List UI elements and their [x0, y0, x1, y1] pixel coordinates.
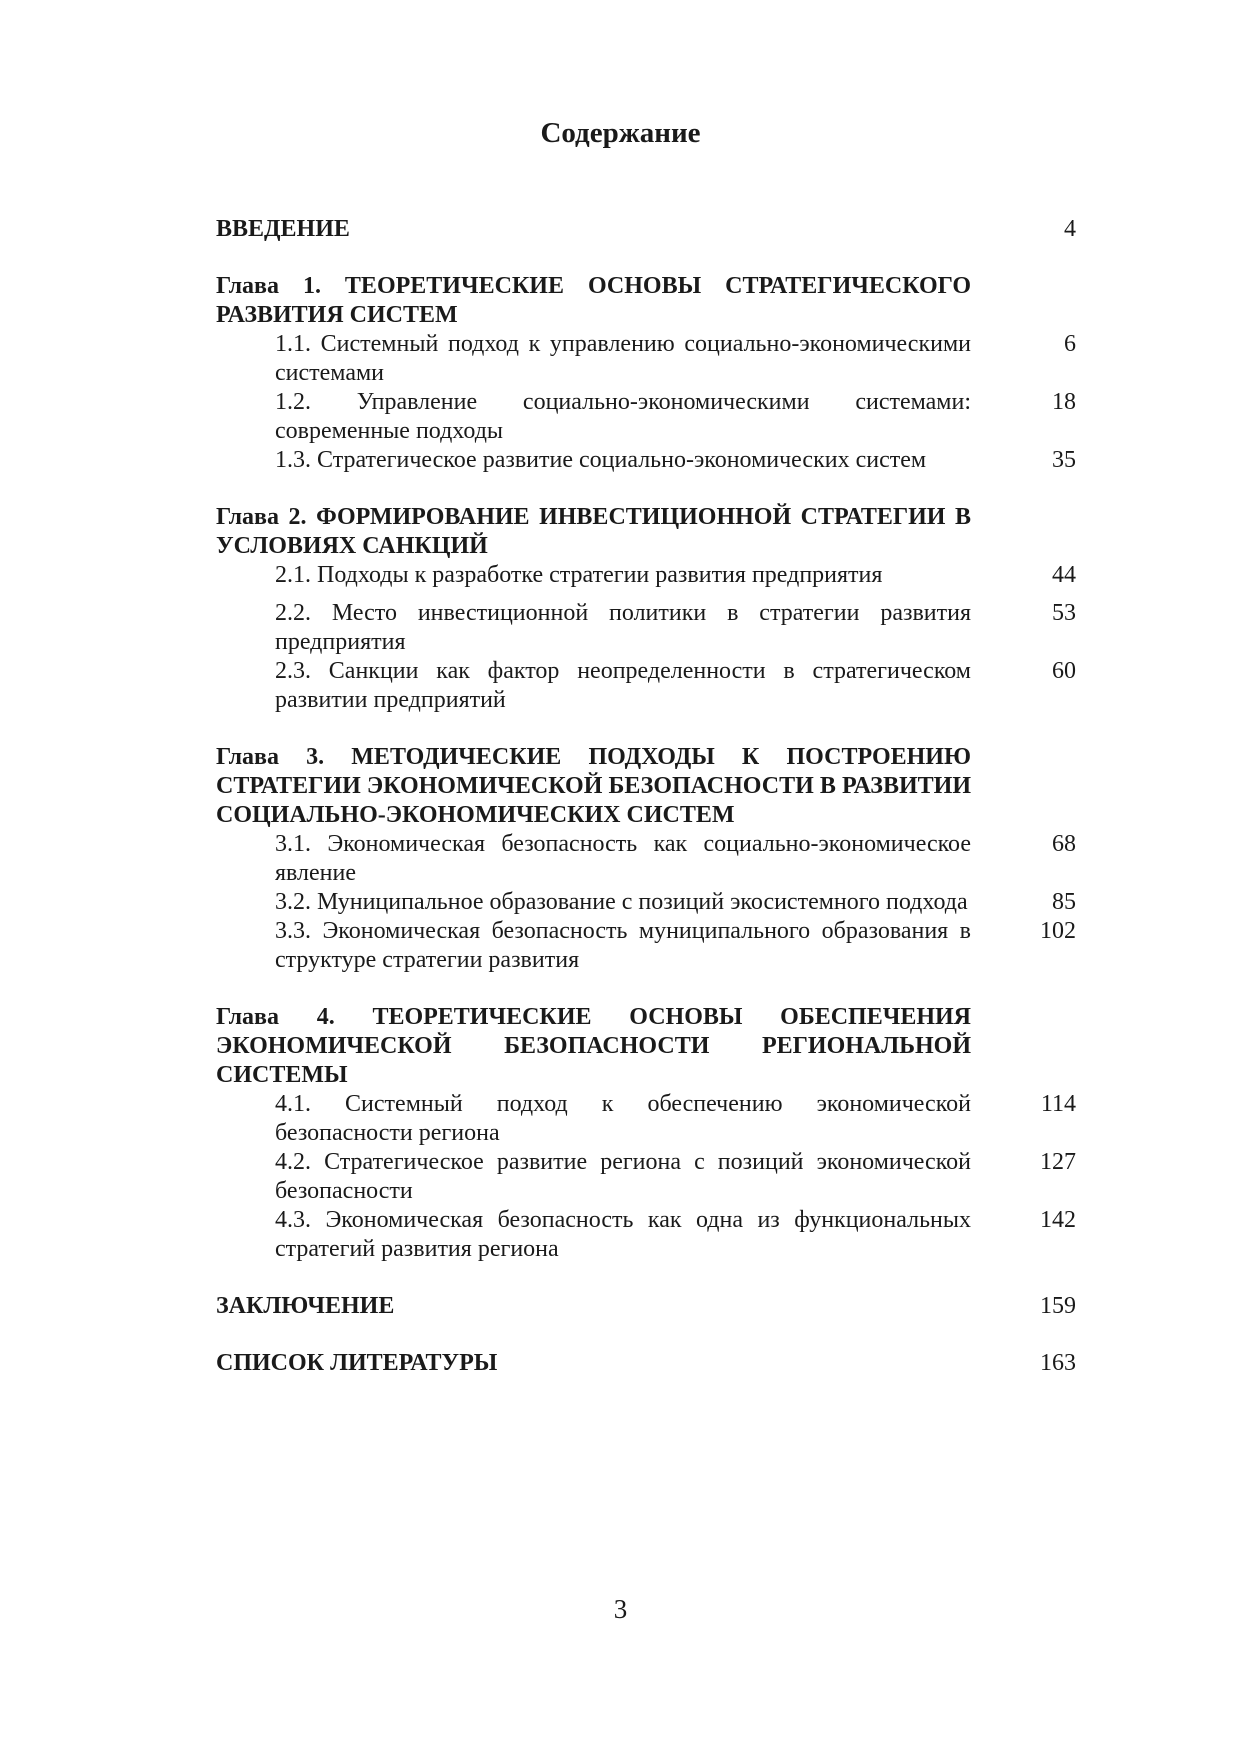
- toc-entry-page: 85: [1052, 889, 1076, 915]
- toc-entry-page: 60: [1052, 658, 1076, 684]
- toc-entry-label: 1.2. Управление социально-экономическими системами: современные подходы: [275, 389, 971, 444]
- toc-entry-label: 3.3. Экономическая безопасность муниципального образования в структуре стратегии развития: [275, 918, 971, 973]
- toc-entry[interactable]: [216, 830, 1076, 888]
- toc-entry[interactable]: [216, 561, 1076, 590]
- toc-entry-label: 4.2. Стратегическое развитие региона с позиций экономической безопасности: [275, 1149, 971, 1204]
- toc-entry[interactable]: [216, 599, 1076, 657]
- toc-entry-page: 53: [1052, 600, 1076, 626]
- toc-entry-page: 35: [1052, 447, 1076, 473]
- toc-entry-label: ВВЕДЕНИЕ: [216, 216, 350, 242]
- toc-entry[interactable]: [216, 330, 1076, 388]
- chapter-heading-1[interactable]: [216, 272, 1076, 330]
- toc-entry-intro[interactable]: [216, 215, 1076, 244]
- toc-entry-page: 68: [1052, 831, 1076, 857]
- toc-entry-references[interactable]: [216, 1349, 1076, 1378]
- toc-entry-page: 6: [1064, 331, 1076, 357]
- toc-entry-page: 159: [1040, 1293, 1076, 1319]
- toc-entry-label: СПИСОК ЛИТЕРАТУРЫ: [216, 1350, 498, 1376]
- toc-entry-page: 4: [1064, 216, 1076, 242]
- toc-entry-label: 4.1. Системный подход к обеспечению экономической безопасности региона: [275, 1091, 971, 1146]
- toc-entry[interactable]: [216, 888, 1076, 917]
- toc-entry-label: 2.1. Подходы к разработке стратегии развития предприятия: [275, 562, 883, 588]
- toc-entry-conclusion[interactable]: [216, 1292, 1076, 1321]
- chapter-title: Глава 4. ТЕОРЕТИЧЕСКИЕ ОСНОВЫ ОБЕСПЕЧЕНИЯ ЭКОНОМИЧЕСКОЙ БЕЗОПАСНОСТИ РЕГИОНАЛЬНОЙ СИСТЕМЫ: [216, 1004, 971, 1088]
- toc-entry-label: 4.3. Экономическая безопасность как одна из функциональных стратегий развития региона: [275, 1207, 971, 1262]
- toc-entry[interactable]: [216, 917, 1076, 975]
- toc-entry-label: 2.2. Место инвестиционной политики в стратегии развития предприятия: [275, 600, 971, 655]
- chapter-title: Глава 1. ТЕОРЕТИЧЕСКИЕ ОСНОВЫ СТРАТЕГИЧЕСКОГО РАЗВИТИЯ СИСТЕМ: [216, 273, 971, 328]
- toc-entry-label: 1.3. Стратегическое развитие социально-экономических систем: [275, 447, 927, 473]
- toc-entry[interactable]: [216, 446, 1076, 475]
- toc-entry-label: 3.2. Муниципальное образование с позиций экосистемного подхода: [275, 889, 968, 915]
- toc-entry-label: 3.1. Экономическая безопасность как социально-экономическое явление: [275, 831, 971, 886]
- toc-entry-label: 2.3. Санкции как фактор неопределенности в стратегическом развитии предприятий: [275, 658, 971, 713]
- toc-entry-page: 127: [1040, 1149, 1076, 1175]
- chapter-heading-3[interactable]: [216, 743, 1076, 830]
- toc-entry-page: 18: [1052, 389, 1076, 415]
- toc-entry-label: ЗАКЛЮЧЕНИЕ: [216, 1293, 395, 1319]
- toc-entry-page: 114: [1040, 1091, 1076, 1117]
- toc-entry-label: 1.1. Системный подход к управлению социально-экономическими системами: [275, 331, 971, 386]
- chapter-heading-4[interactable]: [216, 1003, 1076, 1090]
- page-number: 3: [613, 1594, 628, 1624]
- page-title: Содержание: [540, 117, 701, 149]
- chapter-heading-2[interactable]: [216, 503, 1076, 561]
- toc-entry-page: 44: [1052, 562, 1076, 588]
- toc-entry-page: 163: [1040, 1350, 1076, 1376]
- toc-entry-page: 142: [1040, 1207, 1076, 1233]
- table-of-contents: [216, 215, 1076, 1378]
- toc-entry[interactable]: [216, 1206, 1076, 1264]
- toc-entry[interactable]: [216, 388, 1076, 446]
- chapter-title: Глава 3. МЕТОДИЧЕСКИЕ ПОДХОДЫ К ПОСТРОЕНИЮ СТРАТЕГИИ ЭКОНОМИЧЕСКОЙ БЕЗОПАСНОСТИ В РАЗВИТИИ СОЦИАЛЬНО-ЭКОНОМИЧЕСКИХ СИСТЕМ: [216, 744, 971, 828]
- toc-entry[interactable]: [216, 1090, 1076, 1148]
- toc-entry[interactable]: [216, 1148, 1076, 1206]
- chapter-title: Глава 2. ФОРМИРОВАНИЕ ИНВЕСТИЦИОННОЙ СТРАТЕГИИ В УСЛОВИЯХ САНКЦИЙ: [216, 504, 971, 559]
- toc-entry[interactable]: [216, 657, 1076, 715]
- toc-entry-page: 102: [1040, 918, 1076, 944]
